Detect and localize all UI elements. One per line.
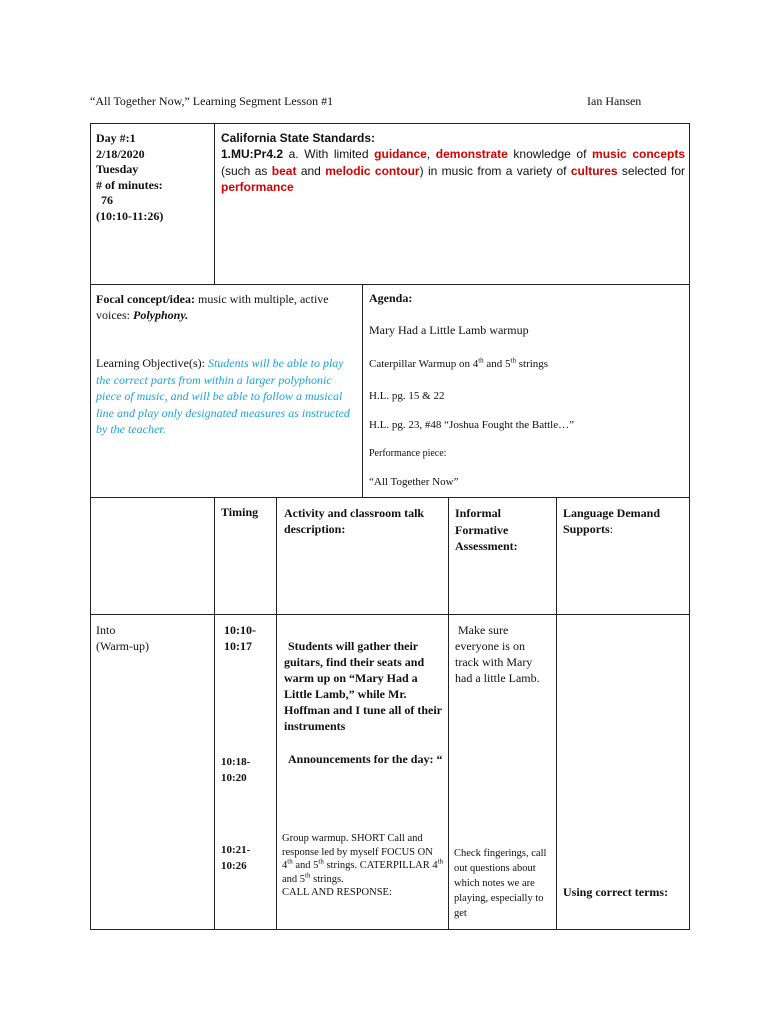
standards-text-part: selected for: [617, 163, 685, 178]
learning-objective: [96, 355, 358, 438]
time-slot-2: 10:18-10:20: [221, 756, 251, 784]
agenda-item-5: Performance piece:: [369, 448, 447, 459]
standards-keyword: music concepts: [592, 147, 686, 161]
language-support-3: Using correct terms:: [563, 885, 669, 899]
author-name: Ian Hansen: [587, 94, 642, 108]
objective-label: Learning Objective(s):: [96, 356, 208, 370]
standards-text-part: a. With limited: [283, 147, 375, 161]
focal-label: Focal concept/idea:: [96, 292, 195, 306]
time-slot-1: 10:10-10:17: [224, 623, 256, 653]
agenda-title: Agenda:: [369, 291, 413, 305]
agenda-item-6: “All Together Now”: [369, 476, 459, 488]
standards-keyword: beat: [271, 163, 297, 178]
standards-keyword: performance: [221, 180, 294, 194]
activity-1: Students will gather their guitars, find their seats and warm up on “Mary Had a Little Lamb,” while Mr. Hoffman and I tune all of their instruments: [284, 639, 442, 733]
minutes-label: # of minutes:: [96, 177, 163, 192]
phase-label: [96, 622, 149, 654]
standards-text-part: ,: [426, 147, 436, 161]
header-activity: Activity and classroom talk description:: [284, 506, 425, 536]
day-info: [96, 131, 210, 224]
agenda-item-3: H.L. pg. 15 & 22: [369, 390, 445, 402]
assessment-3: Check fingerings, call out questions about which notes we are playing, especially to get: [454, 848, 547, 919]
objective-text: Students will be able to play the correct parts from within a larger polyphonic piece of music, and will be able to follow a musical line and play only designated measures as instructed by the teacher.: [96, 356, 350, 436]
header-assessment: Informal Formative Assessment:: [455, 506, 518, 553]
standards-text-part: knowledge of: [507, 147, 593, 161]
activity-2: Announcements for the day: “: [288, 752, 443, 766]
focal-concept: [96, 291, 358, 323]
standards-text: [221, 146, 685, 196]
focal-text: music with multiple, active voices:: [96, 292, 329, 322]
standards-title: California State Standards:: [221, 131, 376, 145]
day-number: Day #:1: [96, 131, 136, 145]
standards-section: [221, 130, 685, 196]
header-timing: Timing: [221, 505, 259, 519]
standards-text-part: and: [296, 163, 326, 178]
header-language: Language Demand Supports:: [563, 506, 661, 536]
phase-into: Into: [96, 623, 116, 637]
focal-emphasis: Polyphony.: [133, 308, 189, 322]
activity-3: Group warmup. SHORT Call and response led by myself FOCUS ON 4th and 5th strings. CATERPILLAR 4th and 5th strings. CALL AND RESPONSE:: [282, 833, 444, 898]
time-slot-3: 10:21-10:26: [221, 844, 251, 872]
phase-warmup: (Warm-up): [96, 639, 150, 653]
standards-keyword: cultures: [570, 163, 618, 178]
standards-keyword: melodic contour: [325, 163, 420, 178]
standards-keyword: guidance: [374, 147, 427, 161]
standards-keyword: demonstrate: [435, 147, 508, 161]
standards-text-part: ) in music from a variety of: [419, 163, 571, 178]
agenda: [369, 291, 685, 306]
time-range: (10:10-11:26): [96, 208, 164, 223]
standards-text-part: (such as: [221, 163, 272, 178]
minutes-value: 76: [101, 193, 113, 207]
lesson-weekday: Tuesday: [96, 162, 139, 176]
document-title: “All Together Now,” Learning Segment Lesson #1: [90, 94, 334, 108]
standards-code: 1.MU:Pr4.2: [221, 147, 284, 161]
agenda-item-1: Mary Had a Little Lamb warmup: [369, 323, 529, 337]
assessment-1: Make sure everyone is on track with Mary had a little Lamb.: [455, 623, 540, 685]
agenda-item-2: Caterpillar Warmup on 4th and 5th strings: [369, 356, 549, 370]
lesson-date: 2/18/2020: [96, 146, 145, 161]
agenda-item-4: H.L. pg. 23, #48 “Joshua Fought the Battle…”: [369, 419, 575, 431]
